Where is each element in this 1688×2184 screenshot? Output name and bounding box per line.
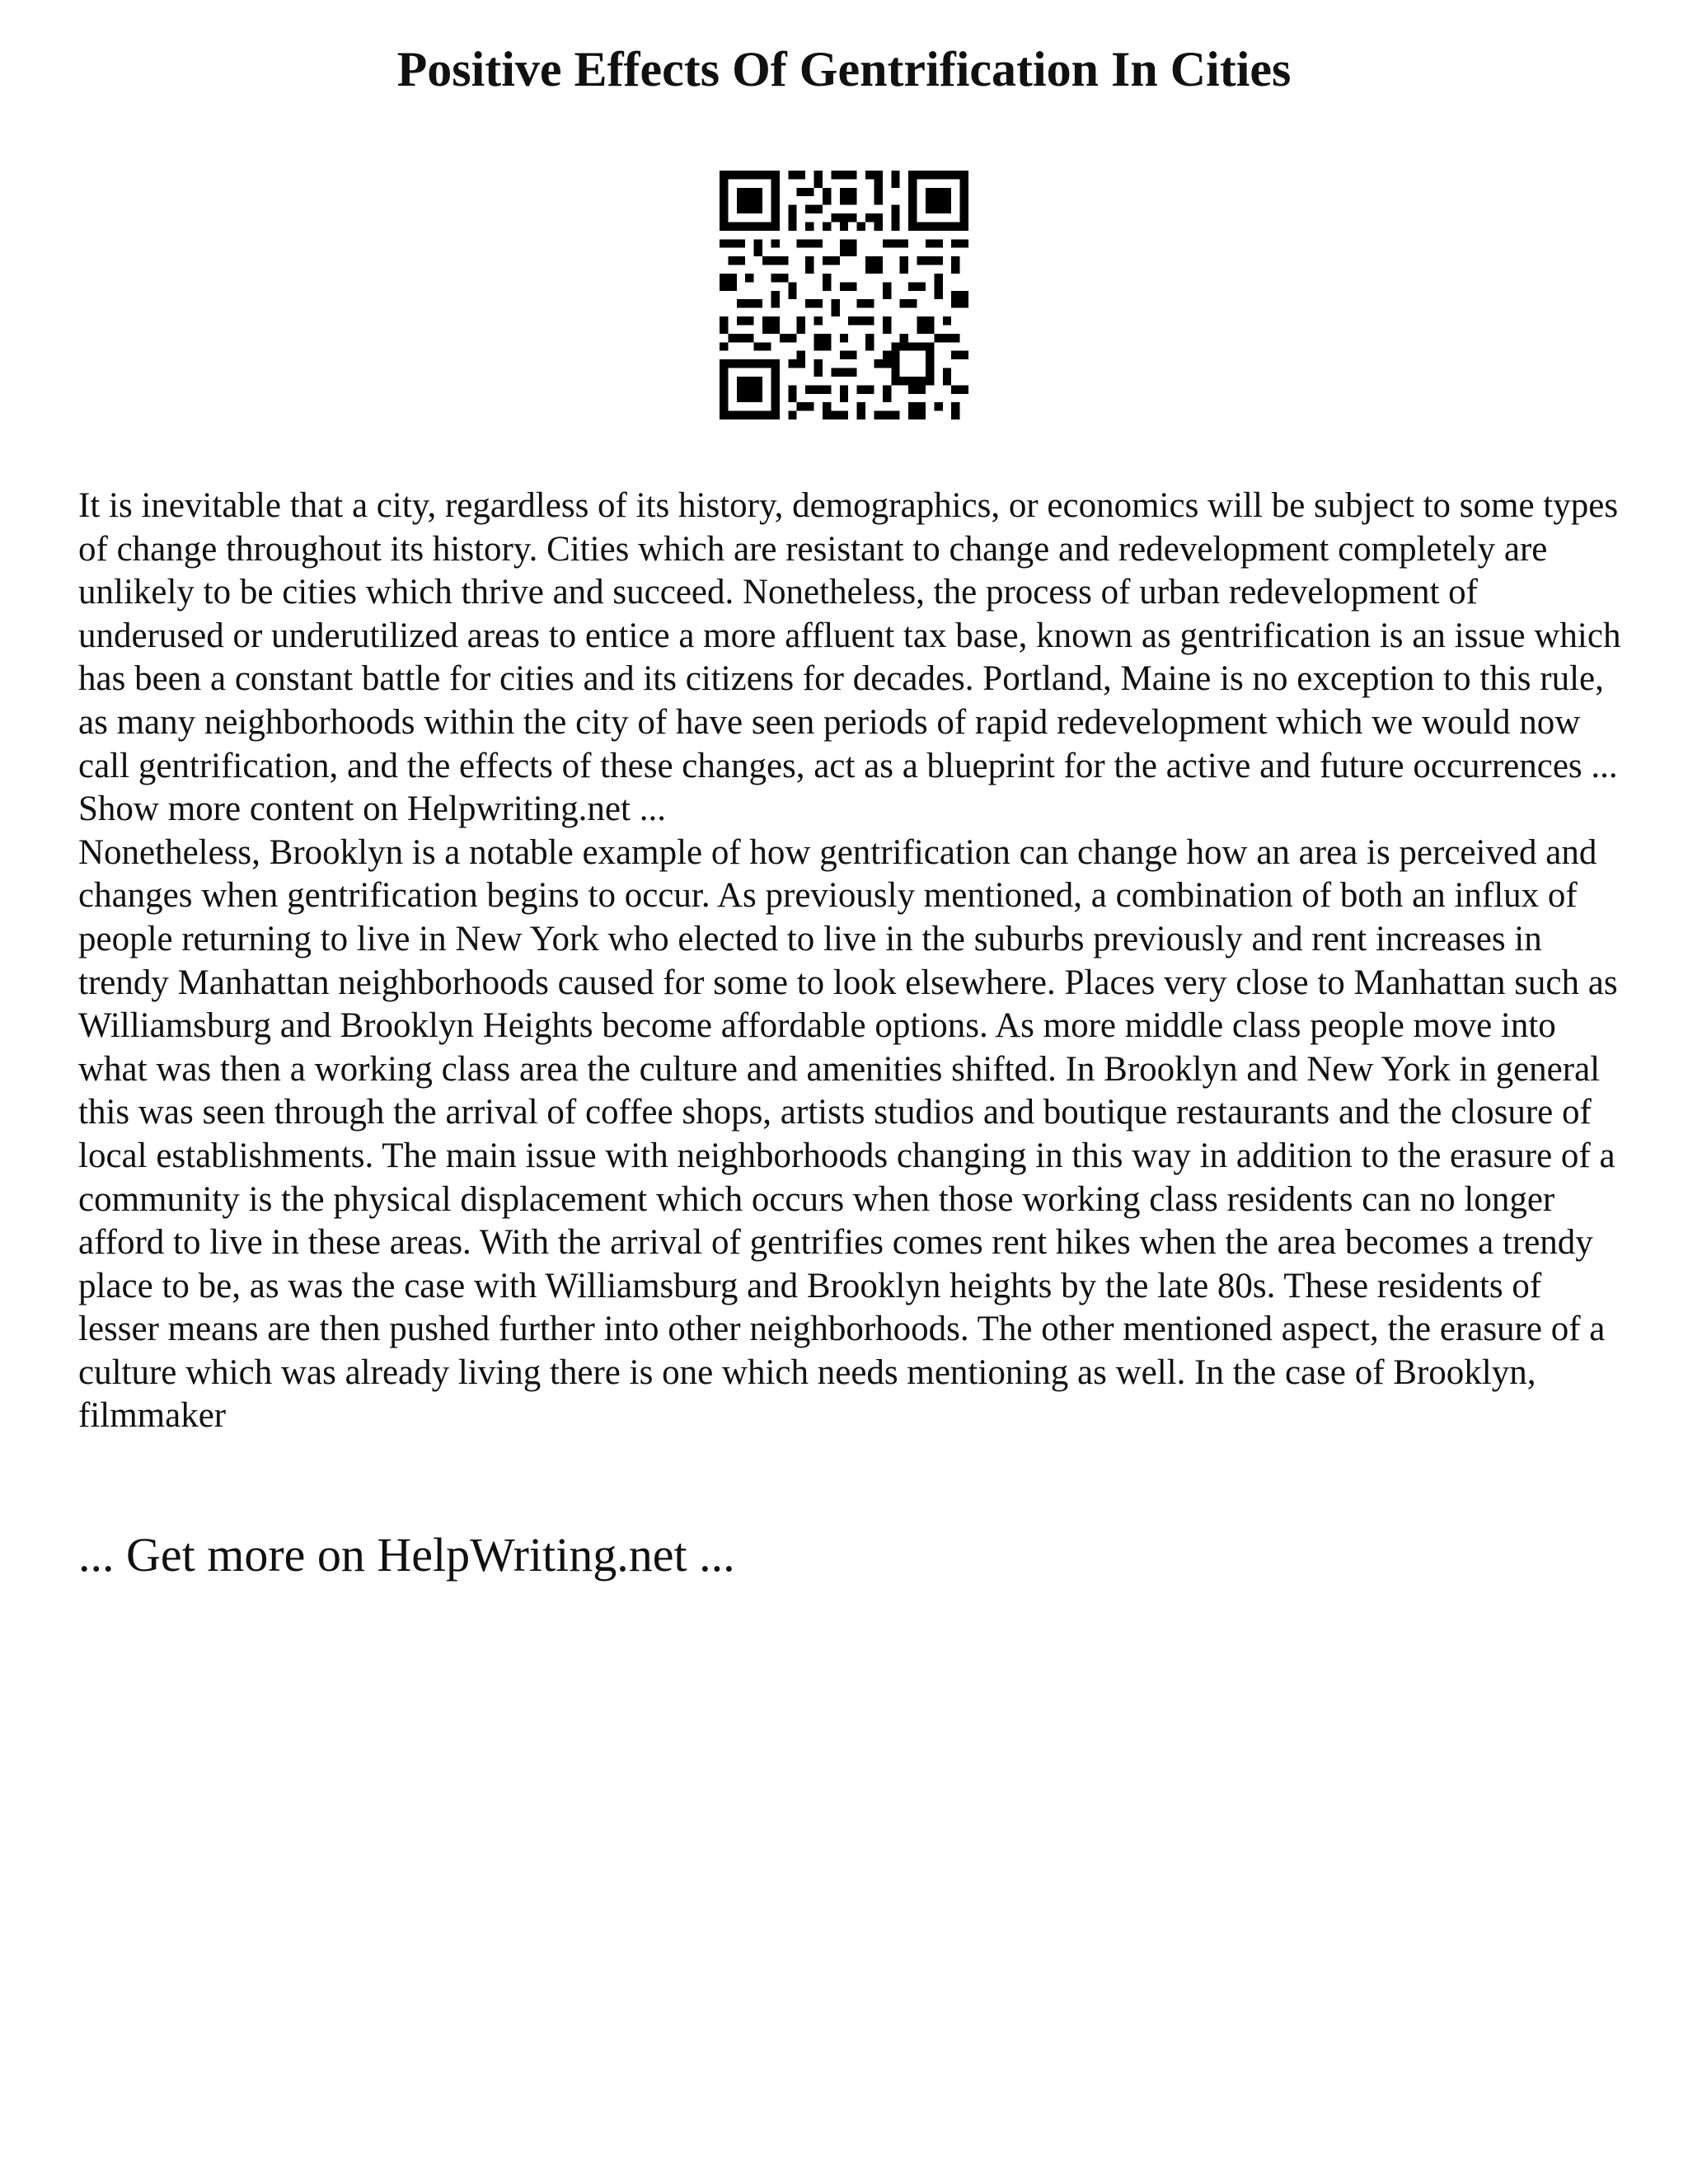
article-body <box>78 485 1628 1438</box>
page-title: Positive Effects Of Gentrification In Cities <box>396 42 1292 96</box>
paragraph-intro: It is inevitable that a city, regardless of its history, demographics, or economics will be subject to some types of change throughout its history. Cities which are resistant to change and redevelopment completely are unlikely to be cities which thrive and succeed. Nonetheless, the process of urban redevelopment of underused or underutilized areas to entice a more affluent tax base, known as gentrification is an issue which has been a constant battle for cities and its citizens for decades. Portland, Maine is no exception to this rule, as many neighborhoods within the city of have seen periods of rapid redevelopment which we would now call gentrification, and the effects of these changes, act as a blueprint for the active and future occurrences ... Show more content on Helpwriting.net ... <box>78 486 1621 829</box>
qr-code-graphic <box>720 171 968 419</box>
get-more-link[interactable]: ... Get more on HelpWriting.net ... <box>78 1528 735 1582</box>
paragraph-brooklyn: Nonetheless, Brooklyn is a notable example of how gentrification can change how an area is perceived and changes when gentrification begins to occur. As previously mentioned, a combination of both an influx of people returning to live in New York who elected to live in the suburbs previously and rent increases in trendy Manhattan neighborhoods caused for some to look elsewhere. Places very close to Manhattan such as Williamsburg and Brooklyn Heights become affordable options. As more middle class people move into what was then a working class area the culture and amenities shifted. In Brooklyn and New York in general this was seen through the arrival of coffee shops, artists studios and boutique restaurants and the closure of local establishments. The main issue with neighborhoods changing in this way in addition to the erasure of a community is the physical displacement which occurs when those working class residents can no longer afford to live in these areas. With the arrival of gentrifies comes rent hikes when the area becomes a trendy place to be, as was the case with Williamsburg and Brooklyn heights by the late 80s. These residents of lesser means are then pushed further into other neighborhoods. The other mentioned aspect, the erasure of a culture which was already living there is one which needs mentioning as well. In the case of Brooklyn, filmmaker <box>78 832 1618 1436</box>
qr-code-icon[interactable] <box>720 171 968 419</box>
